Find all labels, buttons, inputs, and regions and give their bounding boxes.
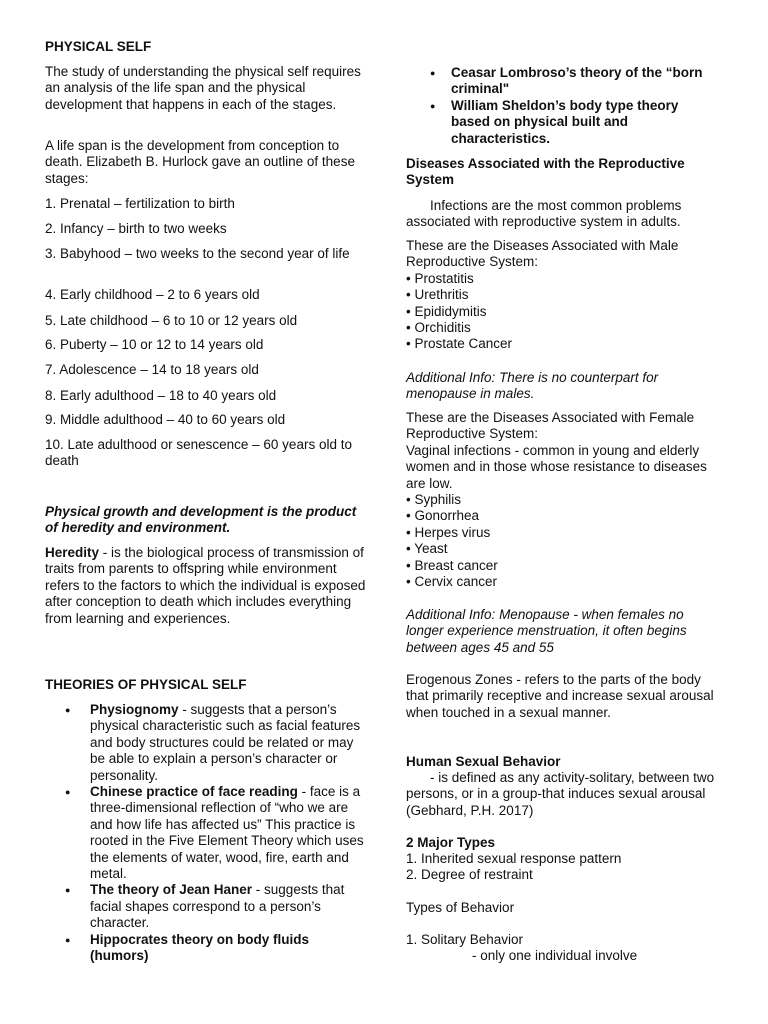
list-item <box>406 65 721 98</box>
female-diseases-block <box>406 410 721 590</box>
section-heading-physical-self: PHYSICAL SELF <box>45 39 152 54</box>
list-item: • Yeast <box>406 541 448 557</box>
female-vaginal-infections: Vaginal infections - common in young and elderly women and in those whose resistance to diseases are low. <box>406 442 707 491</box>
theory-text: - face is a three-dimensional reflection of “who we are and how life has affected us” This practice is rooted in the Five Element Theory which uses the elements of water, wood, fire, earth and metal. <box>90 784 364 882</box>
list-item: • Cervix cancer <box>406 574 497 590</box>
list-item: • Gonorrhea <box>406 508 480 524</box>
theories-list-continued <box>406 65 721 147</box>
list-item: • Syphilis <box>406 492 461 508</box>
paragraph-lifespan: A life span is the development from conception to death. Elizabeth B. Hurlock gave an outline of these stages: <box>45 138 355 186</box>
paragraph-heredity <box>45 545 367 627</box>
list-item: • Urethritis <box>406 287 469 303</box>
list-item <box>45 702 367 784</box>
theory-term: William Sheldon’s body type theory based on physical built and characteristics. <box>451 97 679 146</box>
list-item <box>45 882 367 931</box>
stage-item: 5. Late childhood – 6 to 10 or 12 years old <box>45 313 298 328</box>
list-item: • Orchiditis <box>406 320 471 336</box>
solitary-behavior-desc: - only one individual involve <box>472 948 638 963</box>
female-additional-info: Additional Info: Menopause - when females no longer experience menstruation, it often begins between ages 45 and 55 <box>406 607 687 655</box>
female-intro: These are the Diseases Associated with Female Reproductive System: <box>406 410 695 442</box>
paragraph-erogenous: Erogenous Zones - refers to the parts of the body that primarily receptive and increase sexual arousal when touched in a sexual manner. <box>406 672 714 720</box>
theory-term: Chinese practice of face reading <box>90 784 298 800</box>
paragraph-intro: The study of understanding the physical self requires an analysis of the life span and the physical development that happens in each of the stages. <box>45 64 361 112</box>
types-of-behavior-heading: Types of Behavior <box>406 900 515 915</box>
list-item <box>406 98 721 147</box>
stage-item: 3. Babyhood – two weeks to the second year of life <box>45 246 350 261</box>
heredity-term: Heredity <box>45 545 100 560</box>
theory-text: - suggests that facial shapes correspond to a person’s character. <box>90 882 345 931</box>
growth-statement: Physical growth and development is the product of heredity and environment. <box>45 504 357 536</box>
stage-item: 4. Early childhood – 2 to 6 years old <box>45 287 260 302</box>
stage-item: 7. Adolescence – 14 to 18 years old <box>45 362 259 377</box>
list-item <box>45 784 367 882</box>
list-item: • Epididymitis <box>406 303 487 319</box>
paragraph-hsb: - is defined as any activity-solitary, between two persons, or in a group-that induces sexual arousal (Gebhard, P.H. 2017) <box>406 770 715 818</box>
stage-item: 9. Middle adulthood – 40 to 60 years old <box>45 412 286 427</box>
stage-item: 1. Prenatal – fertilization to birth <box>45 196 235 211</box>
male-intro: These are the Diseases Associated with Male Reproductive System: <box>406 238 679 270</box>
theories-list <box>45 702 367 965</box>
list-item: • Breast cancer <box>406 557 498 573</box>
heredity-text: - is the biological process of transmission of traits from parents to offspring while environment refers to the factors to which the individual is exposed after conception to death which includes everything from learning and experiences. <box>45 545 366 626</box>
section-heading-human-sexual-behavior: Human Sexual Behavior <box>406 754 561 769</box>
list-item: 1. Inherited sexual response pattern <box>406 851 622 866</box>
list-item: 2. Degree of restraint <box>406 867 533 882</box>
stage-item: 2. Infancy – birth to two weeks <box>45 221 227 236</box>
list-item: • Prostate Cancer <box>406 336 513 352</box>
stage-item: 8. Early adulthood – 18 to 40 years old <box>45 388 277 403</box>
list-item <box>45 932 367 965</box>
paragraph-diseases-intro: Infections are the most common problems associated with reproductive system in adults. <box>406 198 682 230</box>
theory-term: Ceasar Lombroso’s theory of the “born criminal" <box>451 65 703 97</box>
stage-item: 10. Late adulthood or senescence – 60 years old to death <box>45 437 352 469</box>
male-diseases-block <box>406 238 721 353</box>
section-heading-diseases: Diseases Associated with the Reproductive System <box>406 156 685 188</box>
list-item: • Herpes virus <box>406 524 491 540</box>
theory-term: Hippocrates theory on body fluids (humors) <box>90 931 310 964</box>
list-item: • Prostatitis <box>406 270 474 286</box>
theory-term: The theory of Jean Haner <box>90 882 253 898</box>
theory-term: Physiognomy <box>90 702 179 717</box>
stage-item: 6. Puberty – 10 or 12 to 14 years old <box>45 337 264 352</box>
theory-text: - suggests that a person’s physical characteristic such as facial features and body structures could be related or may be able to explain a person’s character or personality. <box>90 702 361 783</box>
male-additional-info: Additional Info: There is no counterpart for menopause in males. <box>406 370 659 402</box>
section-heading-theories: THEORIES OF PHYSICAL SELF <box>45 677 247 692</box>
solitary-behavior: 1. Solitary Behavior <box>406 932 524 947</box>
section-heading-major-types: 2 Major Types <box>406 835 496 850</box>
